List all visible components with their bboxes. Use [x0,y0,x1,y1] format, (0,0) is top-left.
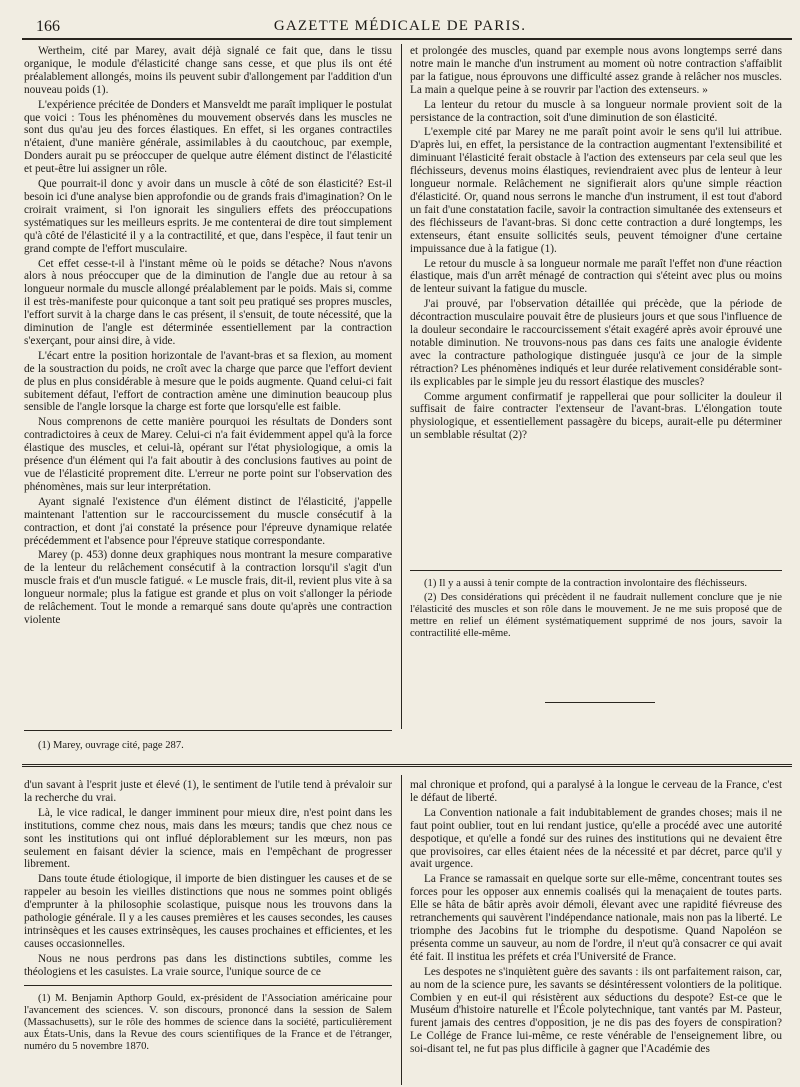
paragraph: Comme argument confirmatif je rappellerai que pour solliciter la douleur il suffisait de faire contracter l'extenseur de l'avant-bras. L'élongation toute physiologique, et essentiellement passagère du biceps, aurait-elle pu déterminer un semblable résultat (2)? [410,390,782,442]
paragraph: Wertheim, cité par Marey, avait déjà signalé ce fait que, dans le tissu organique, le module d'élasticité change sans cesse, et que plus ils ont été préalablement allongés, moins ils peuvent subir d'allongement par l'addition d'un nouveau poids (1). [24,45,392,96]
paragraph: La lenteur du retour du muscle à sa longueur normale provient soit de la persistance de la contraction, soit d'une diminution de son élasticité. [410,98,782,124]
footnote-rule [24,985,392,986]
footnote: (1) Marey, ouvrage cité, page 287. [38,740,184,751]
paragraph: Dans toute étude étiologique, il importe de bien distinguer les causes et de se rappeler au besoin les vieilles distinctions que nous ne sommes point obligés d'emprunter à la philosophie scolastique, puisque nous les trouvons dans la pathologie générale. Il y a les causes premières et les causes secondes, les causes intrinsèques et les causes extrinsèques, les causes prochaines et efficientes, et les causes occasionnelles. [24,873,392,950]
paragraph: Nous ne nous perdrons pas dans les distinctions subtiles, comme les théologiens et les casuistes. La vraie source, l'unique source de ce [24,952,392,978]
paragraph: Nous comprenons de cette manière pourquoi les résultats de Donders sont contradictoires à ceux de Marey. Celui-ci n'a fait évidemment appel qu'à la force élastique des muscles, et celui-là, opérant sur l'état physiologique, a omis la présence d'un élément qui l'a fait aboutir à des conclusions fautives au point de vue de l'élasticité proprement dite. L'erreur ne porte point sur l'observation des phénomènes, mais sur leur interprétation. [24,416,392,493]
lower-column-divider [401,775,402,1085]
upper-right-column [410,45,782,442]
running-title: GAZETTE MÉDICALE DE PARIS. [273,18,527,34]
paragraph: L'écart entre la position horizontale de l'avant-bras et sa flexion, au moment de la soustraction du poids, ne croît avec la charge que parce que l'effort devient de plus en plus considérable à mesure que le poids augmente. Quand celui-ci fait subitement défaut, l'effort de contraction amène une diminution beaucoup plus sensible de l'angle lorsque la charge est forte que lorsqu'elle est faible. [24,349,392,414]
paragraph: Les despotes ne s'inquiètent guère des savants : ils ont parfaitement raison, car, au nom de la science pure, les savants se désintéressent volontiers de la politique. Combien y en eut-il qui résistèrent aux séductions du despote? Est-ce que le Muséum d'histoire naturelle et l'École polytechnique, tant vantés par M. Pasteur, furent jamais des centres d'opposition, je ne dis pas des foyers de conspiration? Le Collége de France lui-même, ce reste vénérable de l'enseignement libre, ou soi-disant tel, ne fut pas plus difficile à gagner que l'Académie des [410,965,782,1056]
paragraph: mal chronique et profond, qui a paralysé à la longue le cerveau de la France, c'est le défaut de liberté. [410,779,782,804]
section-separator [22,764,792,767]
paragraph: L'expérience précitée de Donders et Mansveldt me paraît impliquer le postulat que voici : Tous les phénomènes du mouvement observés dans les muscles ne sont dus qu'au jeu des forces élastiques. En effet, si les organes contractiles n'étaient, d'une manière générale, assimilables à du caoutchouc, par exemple, Donders aurait pu se préoccuper de quelque autre élément distinct de l'élasticité et peut-être lui assigner un rôle. [24,98,392,176]
upper-right-footnotes [410,578,782,640]
footnote-rule [410,570,782,571]
paragraph: d'un savant à l'esprit juste et élevé (1), le sentiment de l'utile tend à prévaloir sur la recherche du vrai. [24,779,392,804]
paragraph: Ayant signalé l'existence d'un élément distinct de l'élasticité, j'appelle maintenant l'attention sur le raccourcissement du muscle consécutif à la contraction, et dont j'ai constaté la présence pour l'épreuve dynamique relatée précédemment et l'absence pour l'épreuve statique correspondante. [24,495,392,547]
footnote: (2) Des considérations qui précèdent il ne faudrait nullement conclure que je nie l'élasticité des muscles et son rôle dans le mouvement. Je ne me suis proposé que de mettre en relief un élément systématiquement supprimé de nos jours, savoir la contractilité elle-même. [410,592,782,639]
paragraph: Marey (p. 453) donne deux graphiques nous montrant la mesure comparative de la lenteur du relâchement consécutif à la contraction lorsqu'il s'agit d'un muscle frais et d'un muscle fatigué. « Le muscle frais, dit-il, revient plus vite à sa longueur normale; plus la fatigue est grande et plus on voit s'allonger la période de relâchement. Tout le monde a remarqué sans doute qu'après une contraction violente [24,549,392,626]
paragraph: Le retour du muscle à sa longueur normale me paraît l'effet non d'une réaction élastique, mais d'un arrêt ménagé de contraction qui s'éteint avec plus ou moins de lenteur suivant la fatigue du muscle. [410,257,782,296]
page-header [0,14,800,36]
lower-left-column [24,779,392,979]
footnote-rule [24,730,392,731]
paragraph: L'exemple cité par Marey ne me paraît point avoir le sens qu'il lui attribue. D'après lui, en effet, la persistance de la contraction augmentant l'extensibilité et diminuant l'élasticité ferait obstacle à l'action des extenseurs par cela seul que les fléchisseurs, devenus moins élastiques, reviendraient avec plus de lenteur à leur longueur normale. Relâchement ne signifierait alors qu'une simple réaction d'élasticité. Or, quand nous serrons le manche d'un instrument, il est tout d'abord un fait d'une constatation facile, savoir la contraction simultanée des extenseurs et des fléchisseurs de l'avant-bras. Si donc cette contraction a duré longtemps, les extenseurs, étant ensuite sollicités seuls, peuvent témoigner d'une certaine impuissance due à la fatigue (1). [410,126,782,255]
footnote-end-rule [545,702,655,703]
footnote: (1) M. Benjamin Apthorp Gould, ex-président de l'Association américaine pour l'avancement des sciences. V. son discours, prononcé dans la session de Salem (Massachusetts), sur le rôle des hommes de science dans la société, particulièrement aux États-Unis, dans la Revue des cours scientifiques de la France et de l'étranger, numéro du 5 novembre 1870. [24,993,392,1052]
upper-column-divider [401,44,402,729]
lower-left-footnote [24,993,392,1053]
lower-right-column [410,779,782,1056]
header-rule [22,38,792,40]
upper-left-column [24,45,392,627]
paragraph: et prolongée des muscles, quand par exemple nous avons longtemps serré dans notre main le manche d'un instrument au moment où notre contraction s'affaiblit par la fatigue, nous éprouvons une difficulté assez grande à relâcher nos muscles. La main a quelque peine à se rouvrir par l'action des extenseurs. » [410,45,782,96]
footnote: (1) Il y a aussi à tenir compte de la contraction involontaire des fléchisseurs. [424,578,748,589]
paragraph: La France se ramassait en quelque sorte sur elle-même, concentrant toutes ses forces pour les opposer aux ennemis coalisés qui la menaçaient de toutes parts. Elle se hâta de bâtir après avoir démoli, élevant avec une rapidité fiévreuse des retranchements qui sauvèrent l'indépendance nationale, mais non pas la liberté. Le triomphe des Jacobins fut le triomphe du despotisme. Quand Napoléon se présenta comme un sauveur, au nom de l'ordre, il n'eut qu'à consacrer ce qui avait été fait. Il institua les préfets et créa l'Université de France. [410,873,782,963]
paragraph: La Convention nationale a fait indubitablement de grandes choses; mais il ne faut point oublier, tout en lui rendant justice, qu'elle a procédé avec une autorité despotique, et qu'elle a fondé sur des ruines des institutions qui ne devaient être que provisoires, car elles étaient nées de la nécessité et par décret, parce qu'il y avait urgence. [410,806,782,871]
paragraph: Que pourrait-il donc y avoir dans un muscle à côté de son élasticité? Est-il besoin ici d'une analyse bien approfondie ou de grands frais d'imagination? On le croirait vraiment, si l'on ignorait les singuliers effets des préoccupations systématiques sur les meilleurs esprits. Je me contenterai de dire tout simplement qu'à côté de l'élasticité il y a la contractilité, et que, dans l'espèce, il faut tenir un grand compte de l'effort musculaire. [24,178,392,255]
paragraph: J'ai prouvé, par l'observation détaillée qui précède, que la période de décontraction musculaire pouvait être de plusieurs jours et que sous l'influence de la douleur secondaire le raccourcissement s'était exagéré après avoir éprouvé une notable diminution. Ne trouvons-nous pas dans ces faits une analogie évidente avec la contracture pathologique distinguée jusqu'à ce jour de la simple rétraction? Les phénomènes indiqués et leur durée relativement considérable sont-ils explicables par le simple jeu du ressort élastique des muscles? [410,298,782,388]
paragraph: Cet effet cesse-t-il à l'instant même où le poids se détache? Nous n'avons alors à nous préoccuper que de la diminution de l'angle due au retour à sa longueur normale du muscle allongé préalablement par le poids. Mais si, comme il est très-manifeste pour quiconque a tant soit peu pratiqué ses propres muscles, l'effort survit à la charge dans le cas présent, il s'ensuit, de toute nécessité, que la diminution de l'angle est déterminée essentiellement par la contraction s'exerçant, pour ainsi dire, à vide. [24,257,392,347]
page-number: 166 [36,18,60,35]
upper-left-footnote [24,740,392,752]
paragraph: Là, le vice radical, le danger imminent pour mieux dire, n'est point dans les institutions, comme chez nous, mais dans les mœurs; tandis que chez nous ce sont les institutions qui ont influé déplorablement sur les mœurs, non pas seulement en faisant dévier la science, mais en l'empêchant de progresser librement. [24,806,392,871]
